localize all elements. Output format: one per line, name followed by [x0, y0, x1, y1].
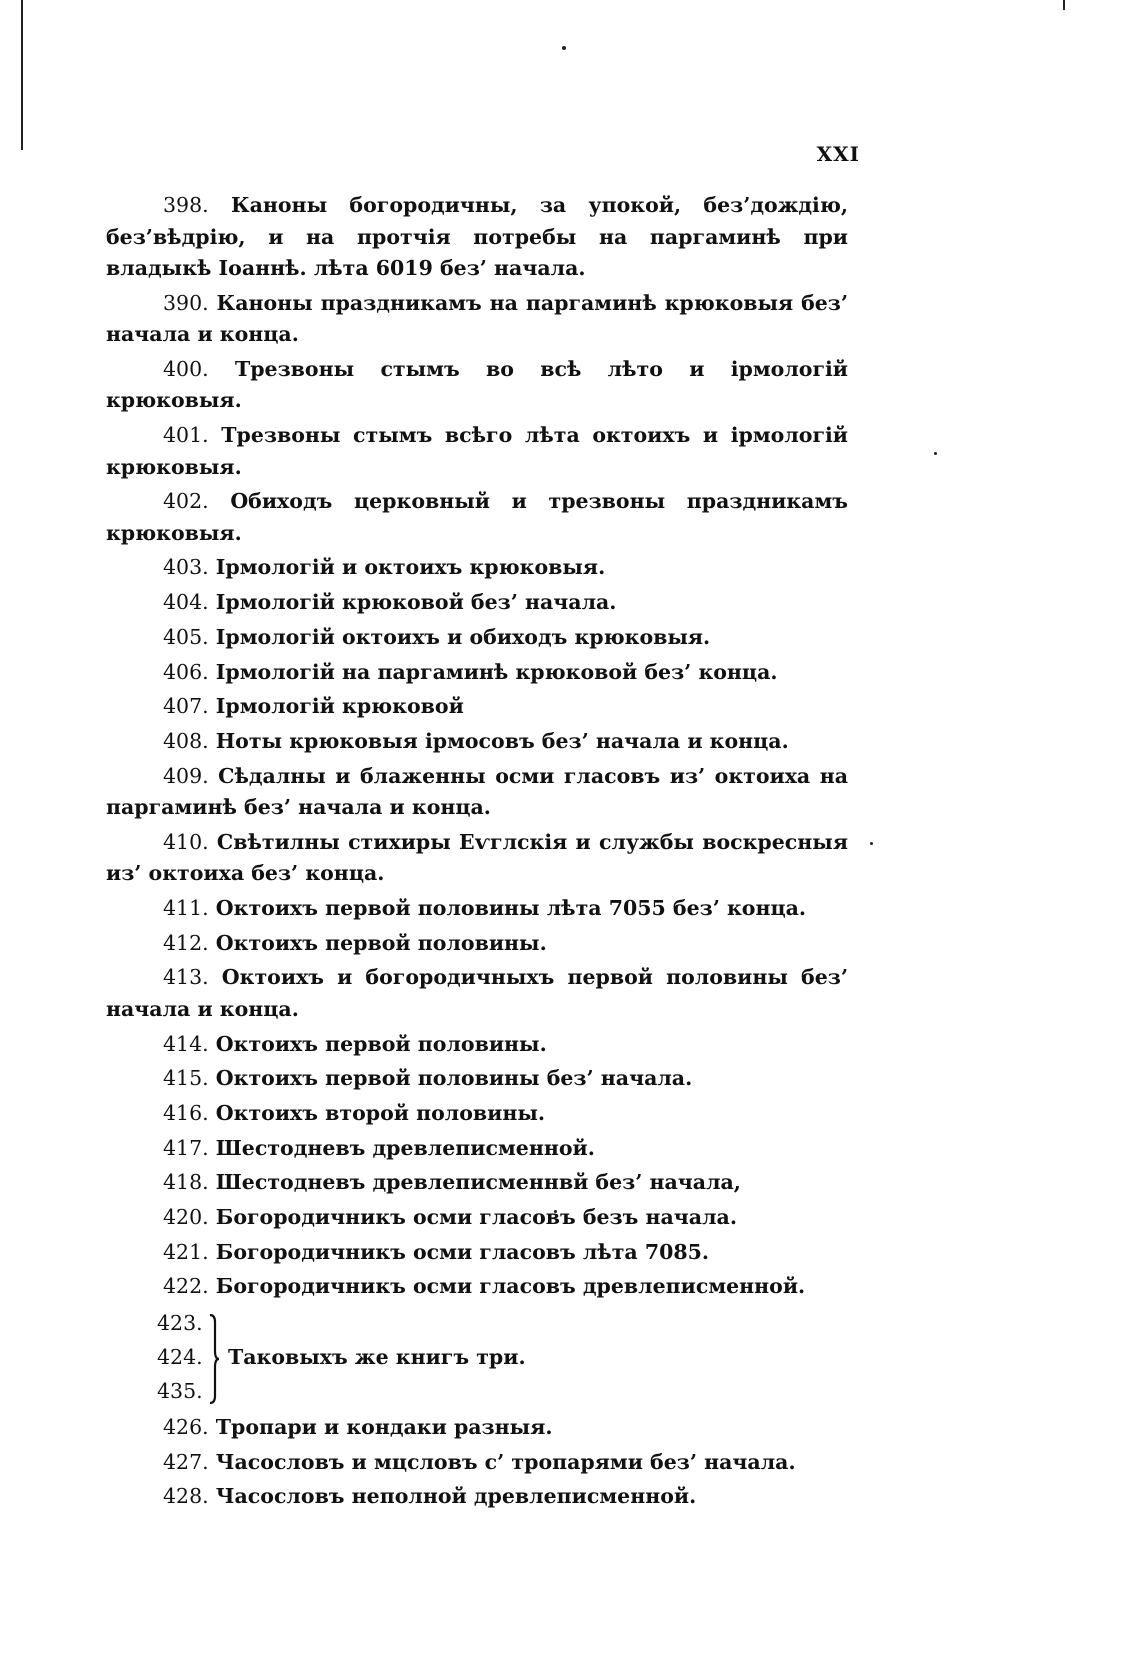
entry-text: Ірмологій октоихъ и обиходъ крюковыя. [215, 624, 711, 649]
entry-text: Октоихъ второй половины. [215, 1100, 546, 1125]
scan-speck [562, 46, 566, 50]
entry-text: Тропари и кондаки разныя. [215, 1415, 553, 1439]
entry-number: 402. [163, 489, 209, 514]
entry-number: 428. [163, 1484, 209, 1509]
catalog-entry-422 [106, 1271, 848, 1303]
scan-speck [934, 452, 937, 455]
entry-number: 435. [157, 1379, 203, 1403]
entry-text: Богородичникъ осми гласовъ лѣта 7085. [215, 1239, 710, 1264]
catalog-entry-390 [106, 288, 848, 351]
entry-text: Часословъ и мцсловъ с’ тропарями без’ начала. [215, 1449, 796, 1474]
entry-text: Ірмологій крюковой [215, 694, 464, 719]
catalog-entry-426 [106, 1412, 848, 1444]
entry-text: Богородичникъ осми гласовъ древлеписменной. [215, 1274, 806, 1299]
entry-number: 409. [163, 763, 209, 788]
entry-number: 416. [163, 1100, 209, 1125]
catalog-entry-415 [106, 1063, 848, 1095]
entry-text: Октоихъ первой половины лѣта 7055 без’ конца. [215, 895, 807, 920]
entry-text: Сѣдалны и блаженны осми гласовъ из’ октоиха на паргаминѣ без’ начала и конца. [106, 763, 848, 820]
catalog-entry-400 [106, 354, 848, 417]
entry-text: Богородичникъ осми гласовъ безъ начала. [215, 1204, 737, 1229]
entry-text: Октоихъ и богородичныхъ первой половины без’ начала и конца. [106, 965, 848, 1021]
entry-number: 400. [163, 356, 209, 381]
catalog-entry-398 [106, 190, 848, 285]
entry-text: Октоихъ первой половины без’ начала. [215, 1066, 693, 1091]
entry-number: 422. [163, 1274, 209, 1299]
entry-text: Шестодневъ древлеписменнвй без’ начала, [215, 1170, 741, 1195]
entry-number: 421. [163, 1239, 209, 1264]
entry-number: 404. [163, 590, 209, 615]
entry-number: 407. [163, 694, 209, 719]
catalog-entries [106, 190, 848, 1516]
catalog-entry-427 [106, 1447, 848, 1479]
entry-number: 401. [163, 423, 209, 448]
entry-number: 412. [163, 930, 209, 955]
entry-number: 420. [163, 1204, 209, 1229]
catalog-entry-421 [106, 1237, 848, 1269]
catalog-entry-401 [106, 420, 848, 483]
entry-text: Каноны праздникамъ на паргаминѣ крюковыя без’ начала и конца. [106, 290, 849, 347]
catalog-entry-410 [106, 827, 848, 890]
entry-text: Шестодневъ древлеписменной. [215, 1135, 595, 1160]
catalog-entry-412 [106, 928, 848, 960]
catalog-entry-414 [106, 1029, 848, 1061]
page-number: XXI [816, 142, 860, 166]
entry-number: 410. [163, 829, 209, 854]
entry-text: Таковыхъ же книгъ три. [228, 1345, 526, 1369]
catalog-entry-413 [106, 962, 848, 1025]
right-brace-icon [208, 1314, 220, 1404]
catalog-entry-402 [106, 486, 848, 549]
entry-text: Ірмологій на паргаминѣ крюковой без’ конца. [215, 659, 778, 684]
entry-number: 411. [163, 895, 209, 920]
entry-number: 418. [163, 1170, 209, 1195]
entry-number: 423. [157, 1311, 203, 1335]
entry-text: Часословъ неполной древлеписменной. [215, 1484, 697, 1509]
entry-text: Ірмологій крюковой без’ начала. [215, 590, 617, 615]
entry-number: 426. [163, 1415, 209, 1439]
entry-text: Ірмологій и октоихъ крюковыя. [215, 555, 606, 580]
catalog-entry-418 [106, 1167, 848, 1199]
catalog-entry-406 [106, 657, 848, 689]
group-numbers [157, 1306, 213, 1408]
catalog-entry-416 [106, 1098, 848, 1130]
entry-text: Каноны богородичны, за упокой, без’дождію, без’вѣдрію, и на протчія потребы на паргаминѣ при владыкѣ Іоаннѣ. лѣта 6019 без’ начала. [106, 193, 848, 280]
entry-text: Свѣтилны стихиры Еѵглскія и службы воскресныя из’ октоиха без’ конца. [106, 829, 848, 886]
scan-speck [870, 842, 873, 845]
entry-text: Октоихъ первой половины. [215, 1031, 547, 1056]
entry-number: 424. [157, 1345, 203, 1369]
entry-text: Ноты крюковыя ірмосовъ без’ начала и конца. [215, 728, 789, 753]
catalog-entry-428 [106, 1481, 848, 1513]
catalog-entry-417 [106, 1133, 848, 1165]
catalog-entry-407 [106, 691, 848, 723]
entry-text: Обиходъ церковный и трезвоны праздникамъ крюковыя. [106, 489, 848, 545]
entry-number: 403. [163, 555, 209, 580]
entry-text: Трезвоны стымъ всѣго лѣта октоихъ и ірмологій крюковыя. [106, 423, 849, 479]
entry-number: 406. [163, 659, 209, 684]
entry-number: 427. [163, 1449, 209, 1474]
catalog-entry-404 [106, 587, 848, 619]
entry-number: 417. [163, 1135, 209, 1160]
entry-number: 408. [163, 728, 209, 753]
catalog-entry-403 [106, 552, 848, 584]
catalog-entry-420 [106, 1202, 848, 1234]
catalog-entry-409 [106, 761, 848, 824]
braced-entry-group [106, 1306, 848, 1410]
catalog-entry-411 [106, 893, 848, 925]
entry-number: 413. [163, 965, 209, 990]
entry-number: 405. [163, 624, 209, 649]
catalog-entry-408 [106, 726, 848, 758]
entry-text: Октоихъ первой половины. [215, 930, 547, 955]
entry-text: Трезвоны стымъ во всѣ лѣто и ірмологій крюковыя. [106, 356, 848, 413]
scan-speck [1063, 0, 1065, 10]
entry-number: 390. [163, 290, 209, 315]
entry-number: 415. [163, 1066, 209, 1091]
scan-margin-line [21, 0, 23, 150]
entry-number: 398. [163, 193, 209, 217]
entry-number: 414. [163, 1031, 209, 1056]
catalog-entry-405 [106, 622, 848, 654]
